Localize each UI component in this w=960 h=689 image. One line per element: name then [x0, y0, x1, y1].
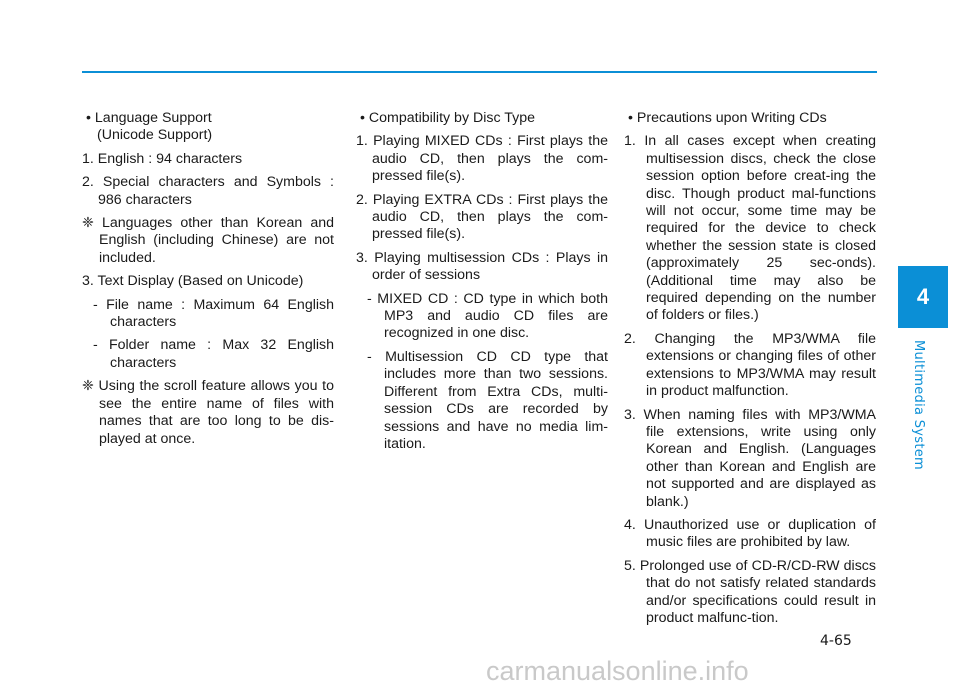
list-item: 1. In all cases except when creating multisession discs, check the close session option before creat-ing the disc. Though product mal-functions will not occur, some time may be required for the device to check whether the session state is closed (approximately 25 sec-onds). (Additional time may also be required depending on the number of folders or files.) [624, 133, 876, 324]
heading-precautions: • Precautions upon Writing CDs [628, 110, 827, 126]
sub-list-item: - Multisession CD CD type that includes more than two sessions. Different from Extra CDs, multi-session CDs are recorded by sessions and have no media lim-itation. [367, 348, 608, 452]
heading-compatibility: • Compatibility by Disc Type [360, 110, 536, 126]
list-item: 4. Unauthorized use or duplication of music files are prohibited by law. [624, 516, 876, 551]
note-item: ❈ Languages other than Korean and English (including Chinese) are not included. [82, 215, 334, 266]
list-item: 3. When naming files with MP3/WMA file extensions, write using only Korean and English. (Languages other than Korean and English are not supported and are displayed as blank.) [624, 406, 876, 510]
column-disc-compatibility [356, 110, 608, 459]
heading-language-support: • Language Support [86, 110, 212, 126]
page-number: 4-65 [820, 633, 852, 649]
watermark-text: carmanualsonline.info [486, 656, 749, 686]
sub-list-item: - MIXED CD : CD type in which both MP3 and audio CD files are recognized in one disc. [367, 290, 608, 342]
list-item: 1. English : 94 characters [82, 150, 243, 167]
subheading-unicode: (Unicode Support) [97, 127, 213, 144]
list-item: 5. Prolonged use of CD-R/CD-RW discs that do not satisfy related standards and/or specifications could result in product malfunc-tion. [624, 557, 876, 626]
list-item: 1. Playing MIXED CDs : First plays the audio CD, then plays the com-pressed file(s). [356, 133, 608, 185]
sub-list-item: - File name : Maximum 64 English characters [93, 296, 334, 331]
section-number-tab: 4 [898, 266, 948, 328]
column-writing-precautions [624, 110, 876, 633]
list-item: 3. Text Display (Based on Unicode) [82, 273, 304, 290]
list-item: 2. Special characters and Symbols : 986 characters [82, 174, 334, 208]
column-language-support [82, 110, 334, 454]
section-title-label: Multimedia System [911, 340, 926, 470]
sub-list-item: - Folder name : Max 32 English characters [93, 337, 334, 371]
header-rule [82, 71, 877, 73]
list-item: 2. Changing the MP3/WMA file extensions or changing files of other extensions to MP3/WMA may result in product malfunction. [624, 330, 876, 400]
note-item: ❈ Using the scroll feature allows you to see the entire name of files with names that are too long to be dis-played at once. [82, 378, 334, 447]
list-item: 3. Playing multisession CDs : Plays in order of sessions [356, 249, 608, 284]
list-item: 2. Playing EXTRA CDs : First plays the audio CD, then plays the com-pressed file(s). [356, 191, 608, 243]
